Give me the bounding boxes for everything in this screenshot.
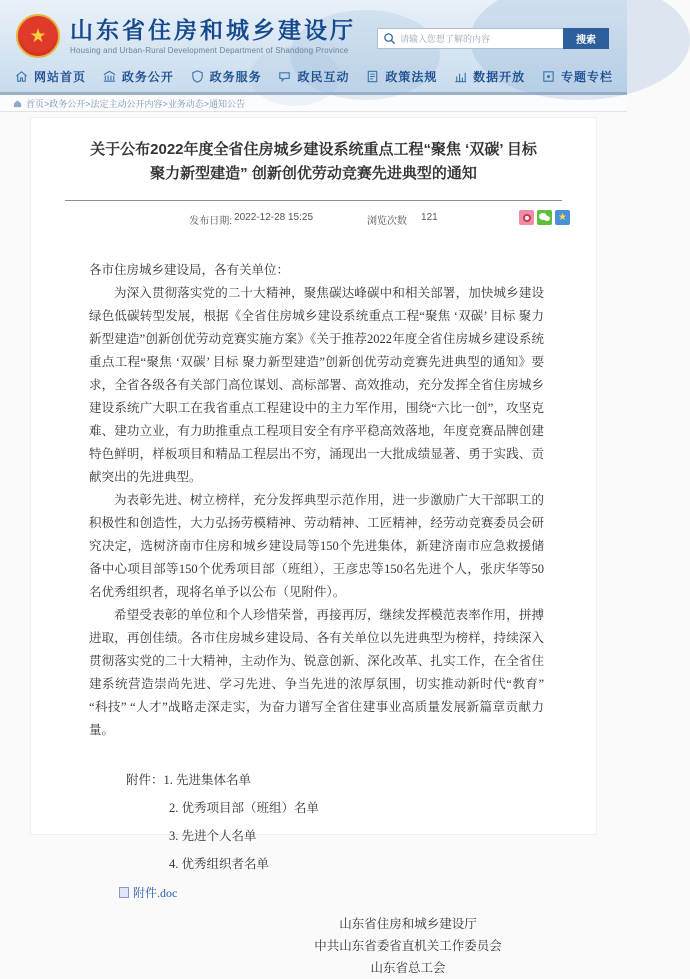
nav-item-label: 政策法规 xyxy=(385,69,438,84)
chat-icon xyxy=(277,69,292,84)
nav-item-label: 政务服务 xyxy=(209,69,262,84)
attachment-download-link[interactable]: 附件.doc xyxy=(133,886,178,900)
attachment-item: 3. 先进个人名单 xyxy=(169,829,257,843)
share-weibo-icon[interactable] xyxy=(519,210,534,225)
nav-item-interaction[interactable] xyxy=(277,68,349,85)
attachment-item: 1. 先进集体名单 xyxy=(163,773,252,787)
attachment-line xyxy=(126,794,596,822)
views-label: 浏览次数 xyxy=(367,216,408,227)
home-icon xyxy=(13,99,22,108)
article-meta xyxy=(31,201,596,233)
paragraph: 为深入贯彻落实党的二十大精神，聚焦碳达峰碳中和相关部署，加快城乡建设绿色低碳转型发展，根据《全省住房城乡建设系统重点工程“聚焦 ‘双碳’ 目标 聚力新型建造”创新创优劳动竞赛实施方案》《关于推荐2022年度全省住房城乡建设系统重点工程“聚焦 ‘双碳’ 目标 聚力新型建造”创新创优劳动竞赛先进典型的通知》要求，全省各级各有关部门高位谋划、高标部署、高效推动，充分发挥全省住房城乡建设系统广大职工在我省重点工程建设中的主力军作用，围绕“六比一创”，攻坚克难、建功立业，有力助推重点工程项目安全有序平稳高效落地，年度竞赛品牌创建特色鲜明，样板项目和精品工程层出不穷，涌现出一大批成绩显著、勇于实践、贡献突出的先进典型。 xyxy=(89,286,544,484)
attachment-file-row xyxy=(31,878,596,901)
nav-item-label: 政民互动 xyxy=(297,69,350,84)
article-body xyxy=(31,233,596,742)
bank-icon xyxy=(102,69,117,84)
nav-item-label: 网站首页 xyxy=(34,69,87,84)
breadcrumb-text: 首页>政务公开>法定主动公开内容>业务动态>通知公告 xyxy=(26,98,246,109)
national-emblem-logo: ★ xyxy=(16,14,60,58)
folder-icon xyxy=(541,69,556,84)
nav-item-open-data[interactable] xyxy=(453,68,525,85)
signature-line: 山东省住房和城乡建设厅 xyxy=(339,917,477,931)
nav-item-label: 数据开放 xyxy=(473,69,526,84)
chart-icon xyxy=(453,69,468,84)
attachment-list xyxy=(31,742,596,878)
page-title: 关于公布2022年度全省住房城乡建设系统重点工程“聚焦 ‘双碳’ 目标聚力新型建造” 创新创优劳动竞赛先进典型的通知 xyxy=(90,141,537,182)
nav-item-home[interactable] xyxy=(14,68,86,85)
publish-date-label: 发布日期: xyxy=(189,216,233,227)
nav-item-gov-services[interactable] xyxy=(190,68,262,85)
attachment-item: 4. 优秀组织者名单 xyxy=(169,857,270,871)
share-favorite-icon[interactable]: ★ xyxy=(555,210,570,225)
signature-block xyxy=(258,913,558,979)
site-header xyxy=(0,0,627,92)
share-buttons xyxy=(519,210,570,225)
signature-line: 山东省总工会 xyxy=(370,961,446,975)
nav-item-policies[interactable] xyxy=(365,68,437,85)
attachment-line xyxy=(126,850,596,878)
salutation: 各市住房城乡建设局，各有关单位： xyxy=(89,263,290,277)
attachments-label: 附件： xyxy=(126,773,164,787)
attachment-item: 2. 优秀项目部（班组）名单 xyxy=(169,801,320,815)
search-button[interactable]: 搜索 xyxy=(563,28,609,49)
shield-icon xyxy=(190,69,205,84)
attachment-line xyxy=(126,822,596,850)
nav-item-label: 政务公开 xyxy=(121,69,174,84)
views-count: 121 xyxy=(421,212,438,223)
search-input[interactable] xyxy=(400,34,563,44)
home-icon xyxy=(14,69,29,84)
article-card xyxy=(30,117,597,975)
doc-file-icon xyxy=(119,887,129,898)
publish-date-value: 2022-12-28 15:25 xyxy=(234,212,314,223)
attachment-line xyxy=(126,766,596,794)
document-icon xyxy=(365,69,380,84)
nav-item-special-topics[interactable] xyxy=(541,68,613,85)
paragraph: 为表彰先进、树立榜样，充分发挥典型示范作用，进一步激励广大干部职工的积极性和创造性，大力弘扬劳模精神、劳动精神、工匠精神，经劳动竞赛委员会研究决定，选树济南市住房和城乡建设局等150个先进集体，新建济南市应急救援储备中心项目部等150个优秀项目部（班组），王彦忠等150名先进个人，张庆华等50名优秀组织者，现将名单予以公布（见附件）。 xyxy=(89,493,544,599)
main-nav xyxy=(0,62,627,90)
signature-line: 中共山东省委省直机关工作委员会 xyxy=(314,939,502,953)
site-title: 山东省住房和城乡建设厅 xyxy=(70,17,356,43)
nav-item-gov-info[interactable] xyxy=(102,68,174,85)
search-bar xyxy=(377,28,609,49)
share-wechat-icon[interactable] xyxy=(537,210,552,225)
paragraph: 希望受表彰的单位和个人珍惜荣誉，再接再厉，继续发挥模范表率作用，拼搏进取，再创佳绩。各市住房城乡建设局、各有关单位以先进典型为榜样，持续深入贯彻落实党的二十大精神，主动作为、锐意创新、深化改革、扎实工作，在全省住建系统营造崇尚先进、学习先进、争当先进的浓厚氛围，切实推动新时代“教育” “科技” “人才”战略走深走实，为奋力谱写全省住建事业高质量发展新篇章贡献力量。 xyxy=(89,608,544,737)
nav-item-label: 专题专栏 xyxy=(560,69,613,84)
site-subtitle: Housing and Urban-Rural Development Department of Shandong Province xyxy=(70,46,349,55)
search-icon xyxy=(378,32,400,45)
